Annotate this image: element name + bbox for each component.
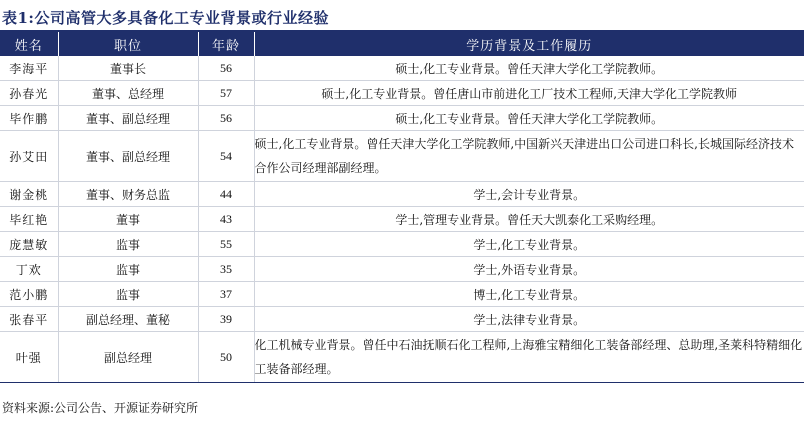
header-background: 学历背景及工作履历 (254, 32, 804, 56)
cell-background (254, 56, 804, 81)
cell-name: 范小鹏 (0, 282, 58, 307)
cell-role: 副总经理 (58, 332, 198, 383)
cell-age: 55 (198, 232, 254, 257)
cell-role: 监事 (58, 282, 198, 307)
cell-role: 董事长 (58, 56, 198, 81)
cell-name: 毕红艳 (0, 207, 58, 232)
table-title: 表1:公司高管大多具备化工专业背景或行业经验 (2, 9, 329, 27)
background-text: 化工机械专业背景。曾任中石油抚顺石化工程师,上海雅宝精细化工装备部经理、总助理,圣莱科特精细化工装备部经理。 (254, 338, 803, 376)
header-age: 年龄 (198, 32, 254, 56)
cell-name: 庞慧敏 (0, 232, 58, 257)
background-text: 硕士,化工专业背景。曾任天津大学化工学院教师,中国新兴天津进出口公司进口科长,长城国际经济技术合作公司经理部副经理。 (254, 137, 794, 175)
cell-name: 谢金桃 (0, 182, 58, 207)
cell-age: 50 (198, 332, 254, 383)
background-text: 学士,法律专业背景。 (473, 312, 586, 327)
cell-name: 张春平 (0, 307, 58, 332)
cell-background (254, 81, 804, 106)
cell-role: 监事 (58, 257, 198, 282)
header-role: 职位 (58, 32, 198, 56)
cell-age: 44 (198, 182, 254, 207)
cell-role: 董事 (58, 207, 198, 232)
table-row (0, 207, 804, 232)
background-text: 硕士,化工专业背景。曾任天津大学化工学院教师。 (395, 61, 664, 76)
cell-background (254, 131, 804, 182)
background-text: 学士,外语专业背景。 (473, 262, 586, 277)
header-name: 姓名 (0, 32, 58, 56)
cell-background (254, 282, 804, 307)
cell-name: 孙艾田 (0, 131, 58, 182)
cell-role: 董事、财务总监 (58, 182, 198, 207)
background-text: 学士,会计专业背景。 (473, 187, 586, 202)
cell-age: 54 (198, 131, 254, 182)
background-text: 学士,化工专业背景。 (473, 237, 586, 252)
cell-age: 43 (198, 207, 254, 232)
cell-age: 35 (198, 257, 254, 282)
cell-name: 丁欢 (0, 257, 58, 282)
cell-role: 董事、总经理 (58, 81, 198, 106)
cell-background (254, 207, 804, 232)
table-header (0, 32, 804, 56)
cell-name: 叶强 (0, 332, 58, 383)
table-row (0, 81, 804, 106)
cell-age: 56 (198, 106, 254, 131)
table-row (0, 332, 804, 383)
background-text: 博士,化工专业背景。 (473, 287, 586, 302)
table-row (0, 131, 804, 182)
cell-name: 孙春光 (0, 81, 58, 106)
cell-name: 李海平 (0, 56, 58, 81)
cell-background (254, 232, 804, 257)
cell-age: 39 (198, 307, 254, 332)
background-text: 硕士,化工专业背景。曾任唐山市前进化工厂技术工程师,天津大学化工学院教师 (321, 86, 738, 101)
cell-role: 副总经理、董秘 (58, 307, 198, 332)
table-row (0, 257, 804, 282)
source-note: 资料来源:公司公告、开源证券研究所 (2, 401, 199, 415)
cell-age: 37 (198, 282, 254, 307)
table-row (0, 182, 804, 207)
cell-age: 56 (198, 56, 254, 81)
table-row (0, 307, 804, 332)
cell-background (254, 332, 804, 383)
background-text: 硕士,化工专业背景。曾任天津大学化工学院教师。 (395, 111, 664, 126)
cell-age: 57 (198, 81, 254, 106)
cell-role: 监事 (58, 232, 198, 257)
table-row (0, 106, 804, 131)
table-row (0, 282, 804, 307)
cell-background (254, 182, 804, 207)
cell-role: 董事、副总经理 (58, 106, 198, 131)
cell-background (254, 106, 804, 131)
cell-background (254, 257, 804, 282)
cell-background (254, 307, 804, 332)
table-row (0, 56, 804, 81)
table-row (0, 232, 804, 257)
background-text: 学士,管理专业背景。曾任天大凯泰化工采购经理。 (395, 212, 664, 227)
cell-name: 毕作鹏 (0, 106, 58, 131)
cell-role: 董事、副总经理 (58, 131, 198, 182)
table-body (0, 56, 804, 383)
executives-table (0, 32, 804, 383)
